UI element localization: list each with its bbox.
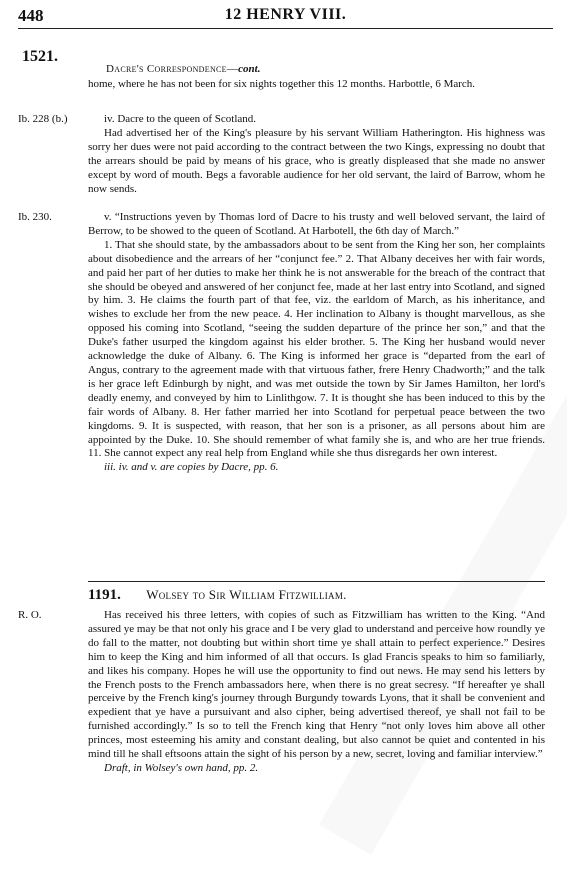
entry-1191-body: Has received his three letters, with copies of such as Fitzwilliam has written to the King. “And assured ye may be that not only his grace and I be very glad to understand and perceive how roundly ye do fall to the matter, not doubting but within short time ye shall attain to perfect experience.” Desires him to keep the King and him informed of all that occurs. Is glad Francis speaks to him so familiarly, and likes his company. Hopes he will use the opportunity to find out news. He may send his letters by the French posts to the French ambassadors here, when there is no great secresy. “If hereafter ye shall perceive by the French king's journey through Burgundy towards Lyons, that it shall be convenient and expedient that ye have a pursuivant and also cipher, being advertised thereof, ye shall not fail to be furnished accordingly.” Is so to tell the French king that Henry “not only loves him above all other princes, most esteeming his amity and constant dealing, but also cannot be quiet and contented in his mind till he shall eftsoons attain the sight of his person by a new, secret, loving and familiar interview.” bbox=[88, 609, 545, 761]
entry-1191-note: Draft, in Wolsey's own hand, pp. 2. bbox=[104, 761, 259, 774]
margin-ref-iv: Ib. 228 (b.) bbox=[18, 113, 68, 125]
entry-title: Wolsey to Sir William Fitzwilliam. bbox=[146, 587, 347, 602]
running-head: 12 HENRY VIII. bbox=[224, 6, 347, 23]
page-header bbox=[18, 6, 553, 29]
item-iv-heading: iv. Dacre to the queen of Scotland. bbox=[104, 113, 257, 125]
margin-ref-ro: R. O. bbox=[18, 609, 42, 621]
item-v-body: 1. That she should state, by the ambassadors about to be sent from the King her son, her complaints about disobedience and the arrears of her “conjunct fee.” 2. That Albany deceives her with fair words, and paid her part of her duties to make her think he is not answerable for the breach of the contract that she should be obeyed and answered of her conjunct fee, made at her last entry into Scotland, and signed by him. 3. He claims the fourth part of that fee, viz. the earldom of March, as his inheritance, and wishes to exclude her from the new peace. 4. Her inclination to Albany is thought marvellous, as she opposed his coming into Scotland, “seeing the sudden departure of the prince her son,” and that the Duke's father usurped the kingdom against his elder brother. 5. The King her husband would never acknowledge the duke of Albany. 6. The King is informed her grace is “departed from the earl of Angus, contrary to the agreement made with that virtuous father, frere Henry Chadworth;” and the talk is her grace left Edinburgh by night, and was met outside the town by Sir James Hamilton, her lord's deadly enemy, and conveyed by him to Linlithgow. 7. It is thought she has been induced to this by the fair words of Albany. 8. Her father married her into Scotland for perpetual peace between the two kingdoms. 9. It is suspected, with reason, that her son is a prisoner, as all persons about him are appointed by the Duke. 10. She should remember of what family she is, and who are her true friends. 11. She cannot expect any real help from England while she thus disregards her own interest. bbox=[88, 238, 545, 460]
item-v bbox=[88, 211, 545, 475]
entry-number: 1191. bbox=[88, 587, 121, 603]
section-title-cont: cont. bbox=[238, 63, 261, 75]
page-number: 448 bbox=[18, 6, 44, 25]
intro-text: home, where he has not been for six nights together this 12 months. Harbottle, 6 March. bbox=[88, 78, 476, 90]
item-v-note: iii. iv. and v. are copies by Dacre, pp. 6. bbox=[104, 461, 279, 474]
item-v-heading: v. “Instructions yeven by Thomas lord of Dacre to his trusty and well beloved servant, the laird of Berrow, to be showed to the queen of Scotland. At Harbotell, the 6th day of March.” bbox=[88, 211, 545, 237]
section-heading bbox=[88, 63, 545, 77]
item-iv bbox=[88, 113, 545, 196]
margin-ref-v: Ib. 230. bbox=[18, 211, 52, 223]
entry-1191-heading bbox=[88, 587, 545, 604]
year-label: 1521. bbox=[22, 48, 58, 65]
entry-1191-text bbox=[88, 609, 545, 776]
intro-paragraph bbox=[88, 78, 545, 92]
item-iv-body: Had advertised her of the King's pleasure by his servant William Hatherington. His highness was sorry her dues were not paid according to the contract between the two Kings, expressing no doubt that the arrears should be paid by means of his grace, who is greatly displeased that she made no answer except by word of mouth. Begs a favorable audience for her old servant, the laird of Barrow, whom he now sends. bbox=[88, 126, 545, 195]
section-title: Dacre's Correspondence— bbox=[106, 63, 239, 75]
entry-divider bbox=[88, 581, 545, 582]
